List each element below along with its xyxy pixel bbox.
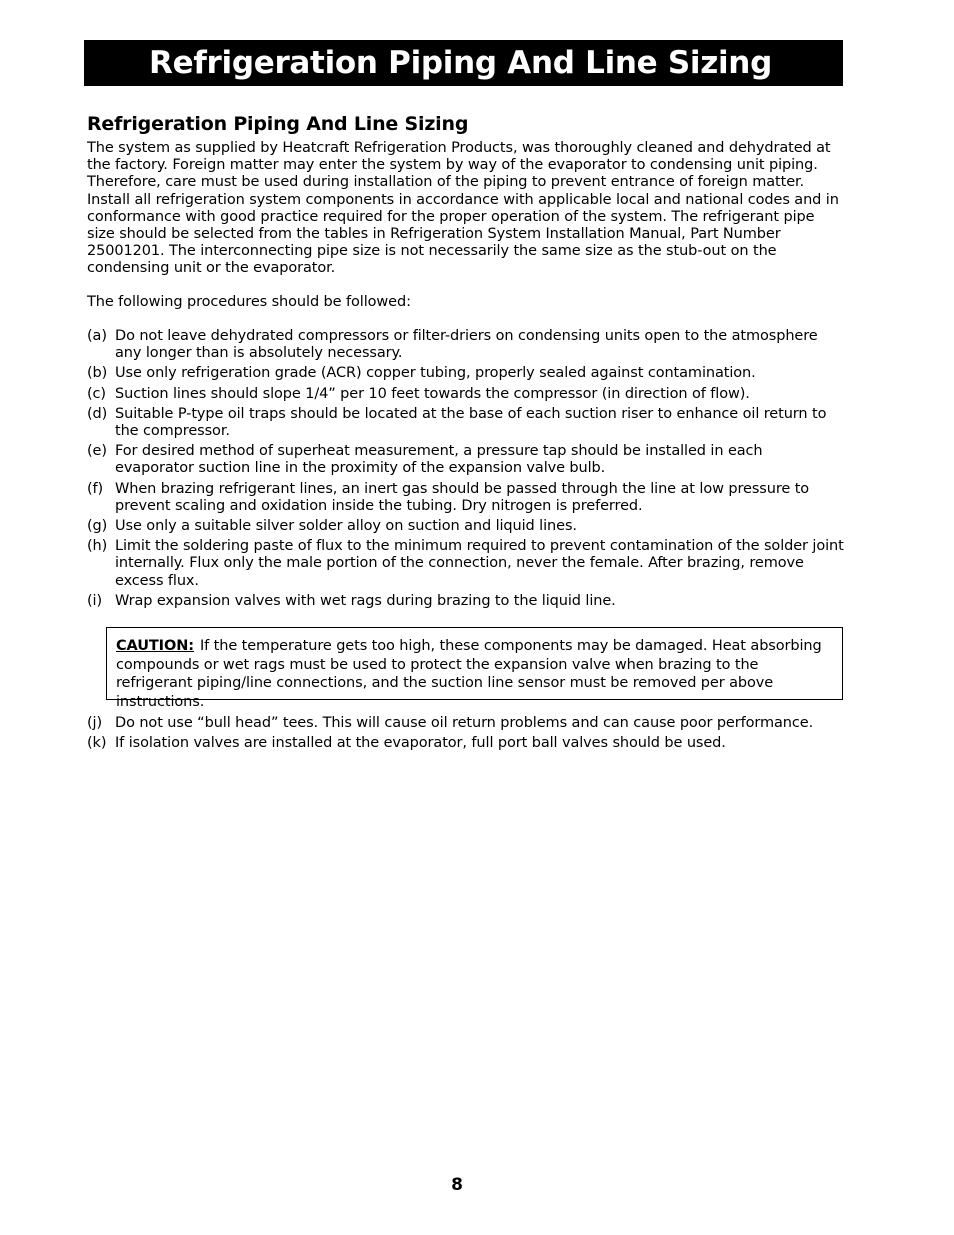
procedure-marker: (b) [87, 365, 108, 382]
page-banner-title: Refrigeration Piping And Line Sizing [84, 40, 843, 86]
procedure-marker: (c) [87, 385, 106, 402]
caution-box [106, 627, 843, 710]
procedure-text: Do not use “bull head” tees. This will cause oil return problems and can cause poor performance. [115, 715, 814, 731]
procedure-text: For desired method of superheat measurement, a pressure tap should be installed in each evaporator suction line in the proximity of the expansion valve bulb. [115, 443, 763, 477]
procedure-marker: (e) [87, 443, 107, 460]
procedure-marker: (g) [87, 518, 108, 535]
page-number: 8 [451, 1175, 463, 1195]
procedure-marker: (i) [87, 592, 103, 609]
procedure-marker: (k) [87, 735, 107, 752]
procedure-text: Use only a suitable silver solder alloy on suction and liquid lines. [115, 518, 577, 535]
procedures-lead-text: The following procedures should be followed: [87, 294, 411, 310]
procedure-item-i [87, 593, 845, 610]
procedure-marker: (d) [87, 405, 108, 422]
procedure-item-a [87, 328, 845, 362]
procedure-item-e [87, 443, 845, 477]
procedure-list-second [87, 715, 845, 755]
procedure-text: Suitable P-type oil traps should be located at the base of each suction riser to enhance oil return to the compressor. [115, 405, 827, 440]
procedure-text: Suction lines should slope 1/4” per 10 feet towards the compressor (in direction of flow). [115, 385, 750, 402]
procedure-item-h [87, 538, 845, 590]
procedure-marker: (a) [87, 328, 107, 344]
caution-text: If the temperature gets too high, these components may be damaged. Heat absorbing compounds or wet rags must be used to protect the expansion valve when brazing to the refrigerant piping/line connections, and the suction line sensor must be removed per above instructions. [116, 638, 822, 710]
procedure-item-d [87, 406, 845, 440]
procedure-text: Limit the soldering paste of flux to the minimum required to prevent contamination of the solder joint internally. Flux only the male portion of the connection, never the female. After brazing, remove excess flux. [115, 538, 844, 589]
procedure-item-j [87, 715, 845, 732]
procedure-text: If isolation valves are installed at the evaporator, full port ball valves should be used. [115, 735, 726, 752]
procedure-item-f [87, 481, 845, 515]
procedure-marker: (f) [87, 480, 104, 497]
procedure-list-first [87, 328, 845, 613]
procedure-item-b [87, 365, 845, 382]
procedure-item-g [87, 518, 845, 535]
procedure-marker: (j) [87, 715, 103, 731]
procedure-item-k [87, 735, 845, 752]
procedure-text: Do not leave dehydrated compressors or filter-driers on condensing units open to the atmosphere any longer than is absolutely necessary. [115, 328, 818, 362]
caution-label: CAUTION: [116, 638, 194, 654]
procedure-text: Use only refrigeration grade (ACR) copper tubing, properly sealed against contamination. [115, 365, 756, 382]
section-heading: Refrigeration Piping And Line Sizing [87, 113, 469, 135]
procedure-marker: (h) [87, 538, 108, 555]
intro-paragraph: The system as supplied by Heatcraft Refrigeration Products, was thoroughly cleaned and dehydrated at the factory. Foreign matter may enter the system by way of the evaporator to condensing unit piping. Therefore, care must be used during installation of the piping to prevent entrance of foreign matter. Install all refrigeration system components in accordance with applicable local and national codes and in conformance with good practice required for the proper operation of the system. The refrigerant pipe size should be selected from the tables in Refrigeration System Installation Manual, Part Number 25001201. The interconnecting pipe size is not necessarily the same size as the stub-out on the condensing unit or the evaporator. [87, 140, 839, 277]
procedure-text: When brazing refrigerant lines, an inert gas should be passed through the line at low pressure to prevent scaling and oxidation inside the tubing. Dry nitrogen is preferred. [115, 480, 810, 514]
procedure-item-c [87, 386, 845, 403]
procedure-text: Wrap expansion valves with wet rags during brazing to the liquid line. [115, 592, 616, 609]
